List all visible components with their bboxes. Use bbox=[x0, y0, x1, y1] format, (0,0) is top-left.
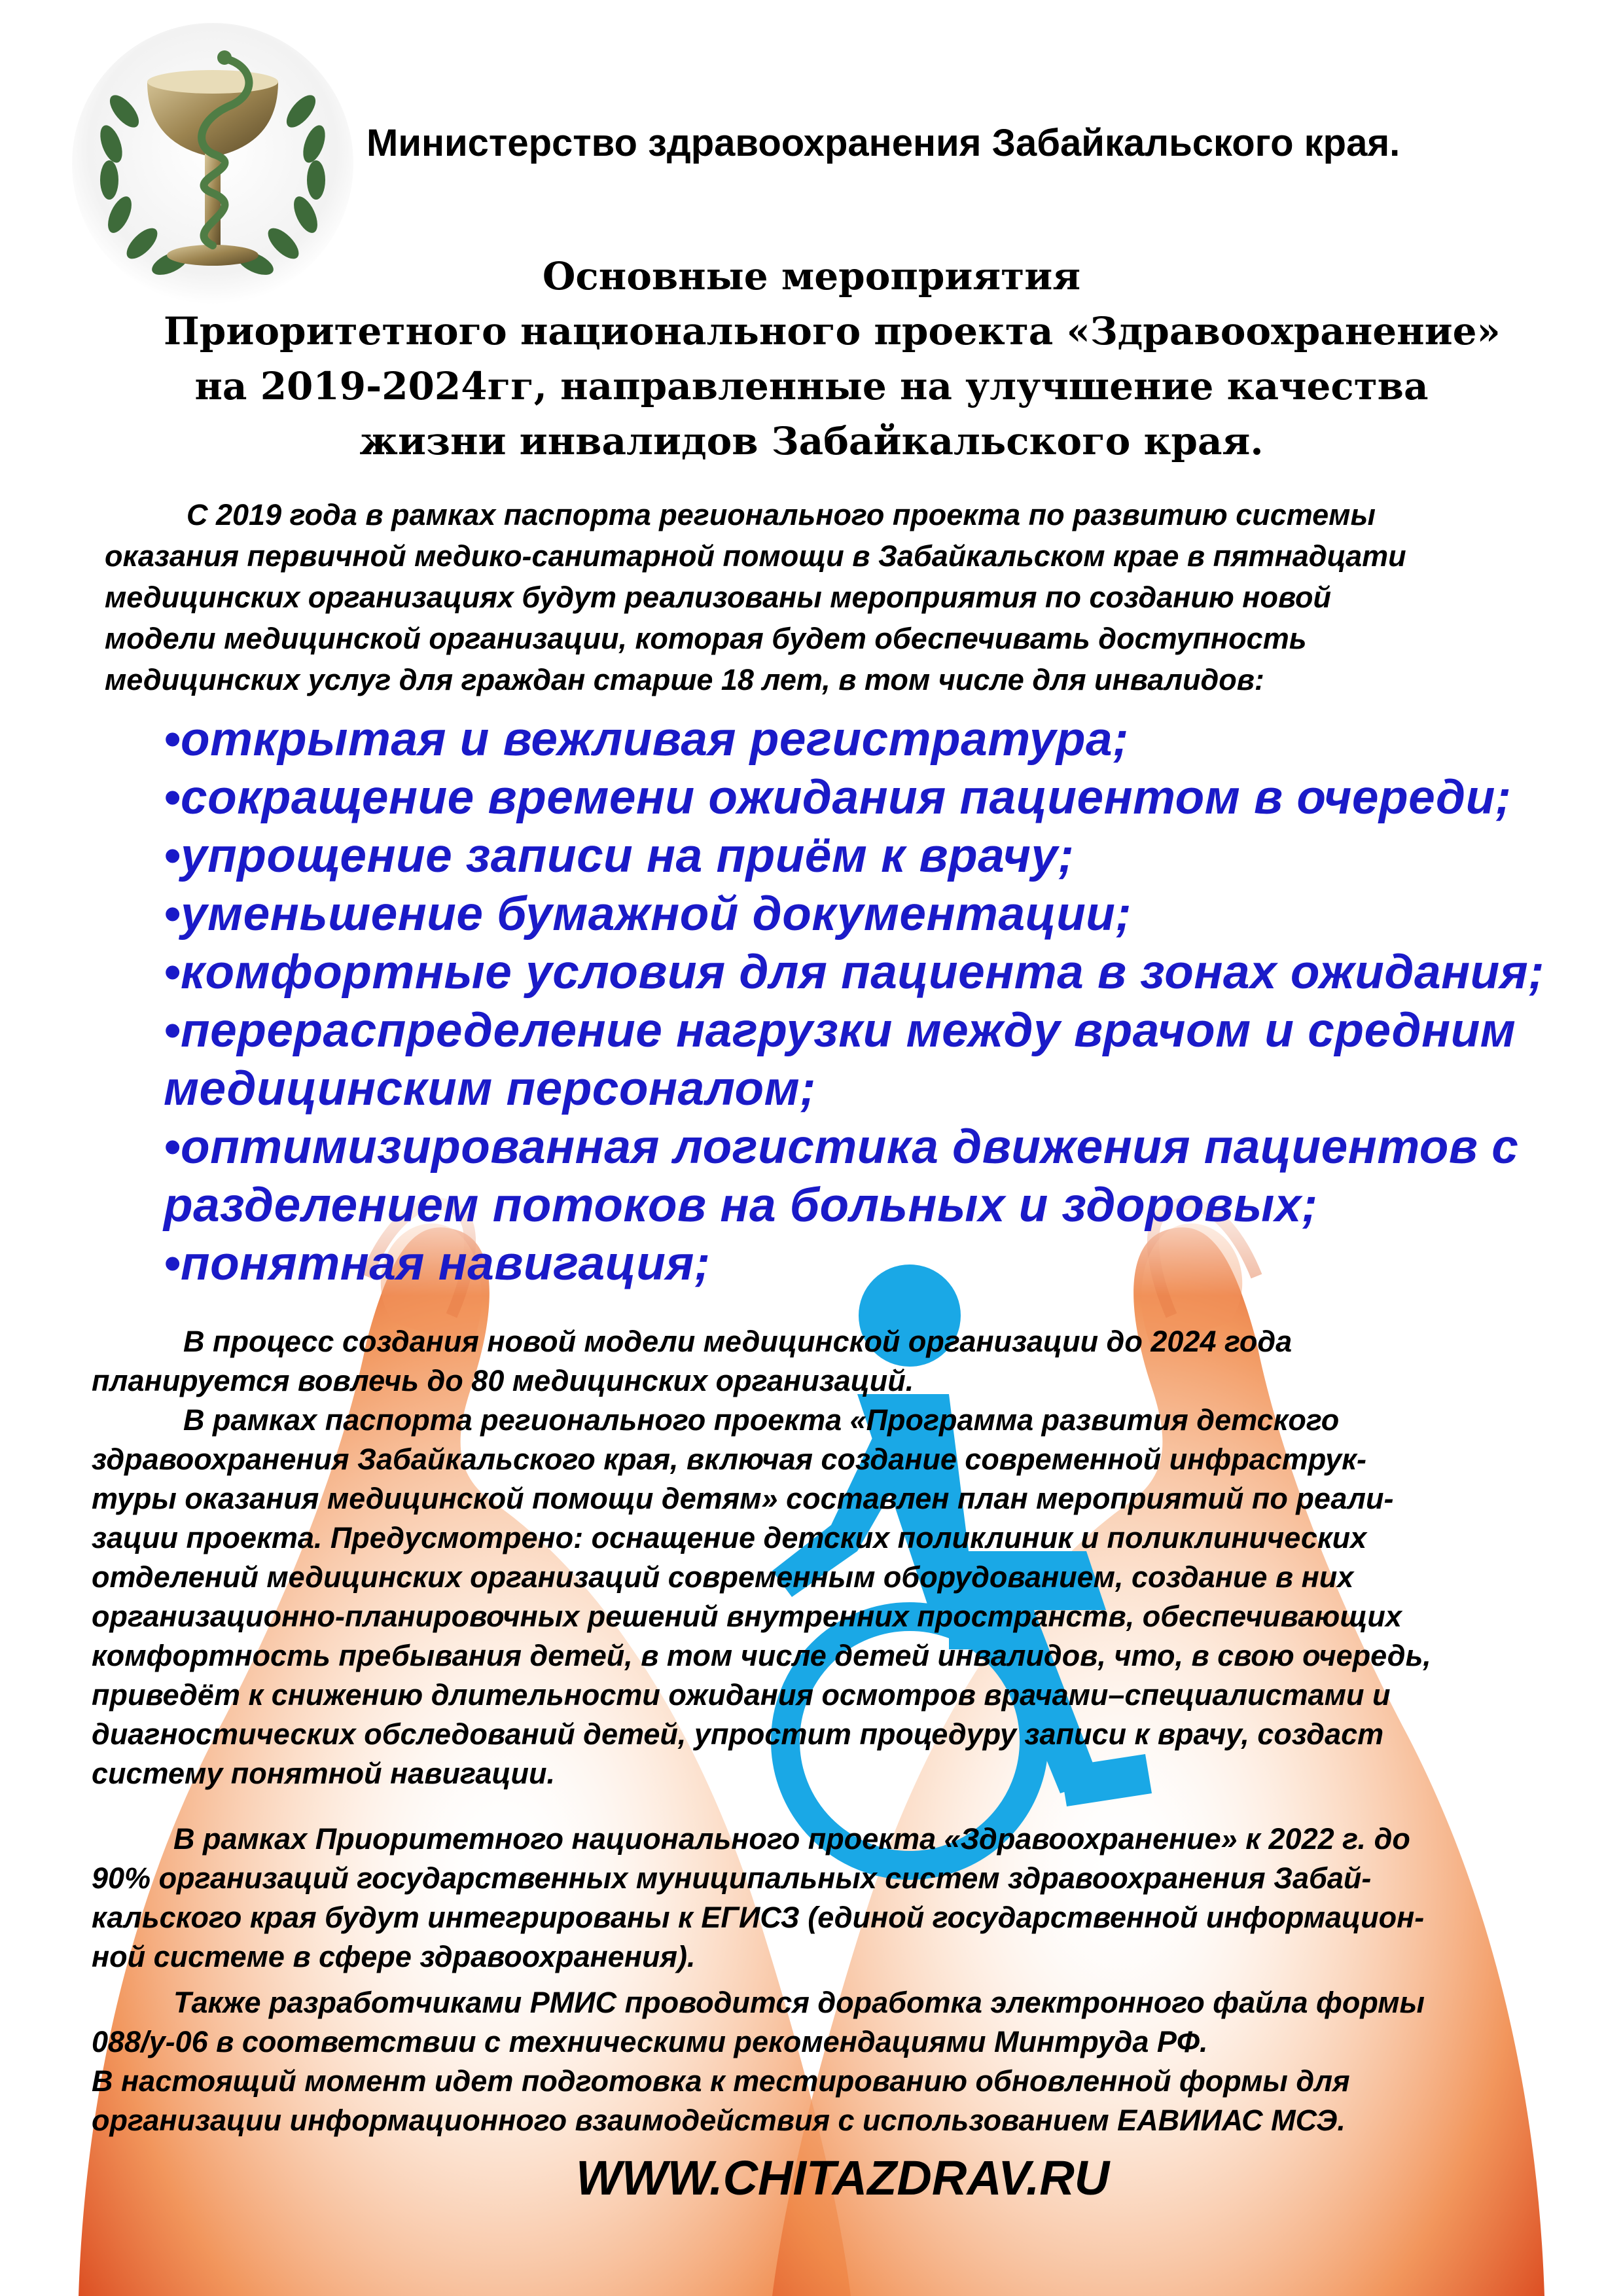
bullet-item: •перераспределение нагрузки между врачом и средним bbox=[164, 1004, 1516, 1057]
bullet-item: •открытая и вежливая регистратура; bbox=[164, 713, 1129, 766]
paragraph-line: приведёт к снижению длительности ожидания осмотров врачами–специалистами и bbox=[92, 1678, 1391, 1712]
bullet-item: •уменьшение бумажной документации; bbox=[164, 888, 1132, 941]
paragraph-line: систему понятной навигации. bbox=[92, 1757, 556, 1790]
paragraph-egisz bbox=[92, 1820, 1558, 1977]
paragraph-line: 90% организаций государственных муниципальных систем здравоохранения Забай- bbox=[92, 1861, 1372, 1895]
paragraph-line: планируется вовлечь до 80 медицинских организаций. bbox=[92, 1364, 914, 1397]
paragraph-line: В рамках паспорта регионального проекта «Программа развития детского bbox=[183, 1403, 1340, 1437]
paragraph-line: организационно-планировочных решений внутренних пространств, обеспечивающих bbox=[92, 1600, 1402, 1633]
paragraph-children-program bbox=[92, 1401, 1558, 1793]
paragraph-line: В процесс создания новой модели медицинской организации до 2024 года bbox=[183, 1325, 1293, 1358]
bullet-item: •упрощение записи на приём к врачу; bbox=[164, 829, 1075, 882]
paragraph-line: отделений медицинских организаций современным оборудованием, создание в них bbox=[92, 1560, 1354, 1594]
paragraph-line: диагностических обследований детей, упростит процедуру записи к врачу, создаст bbox=[92, 1717, 1384, 1751]
bullet-item: •комфортные условия для пациента в зонах ожидания; bbox=[164, 946, 1545, 999]
bullet-item: •сокращение времени ожидания пациентом в очереди; bbox=[164, 771, 1512, 824]
paragraph-new-model bbox=[92, 1322, 1558, 1401]
title-line: Основные мероприятия bbox=[542, 254, 1081, 298]
paragraph-line: комфортность пребывания детей, в том числе детей инвалидов, что, в свою очередь, bbox=[92, 1639, 1431, 1672]
title-line: Приоритетного национального проекта «Здравоохранение» bbox=[164, 309, 1501, 353]
paragraph-line: ной системе в сфере здравоохранения). bbox=[92, 1940, 696, 1973]
intro-paragraph bbox=[105, 494, 1544, 700]
intro-line: С 2019 года в рамках паспорта регионального проекта по развитию системы bbox=[187, 498, 1376, 531]
bullet-item: •понятная навигация; bbox=[164, 1237, 711, 1290]
paragraph-rmis bbox=[92, 1983, 1558, 2140]
intro-line: медицинских услуг для граждан старше 18 лет, в том числе для инвалидов: bbox=[105, 663, 1264, 696]
paragraph-line: Также разработчиками РМИС проводится доработка электронного файла формы bbox=[173, 1986, 1425, 2019]
intro-line: модели медицинской организации, которая будет обеспечивать доступность bbox=[105, 622, 1307, 655]
paragraph-line: кальского края будут интегрированы к ЕГИСЗ (единой государственной информацион- bbox=[92, 1901, 1425, 1934]
paragraph-line: В настоящий момент идет подготовка к тестированию обновленной формы для bbox=[92, 2064, 1350, 2098]
paragraph-line: туры оказания медицинской помощи детям» составлен план мероприятий по реали- bbox=[92, 1482, 1394, 1515]
ministry-name: Министерство здравоохранения Забайкальского края. bbox=[366, 122, 1400, 164]
bullet-list bbox=[164, 710, 1603, 1293]
paragraph-line: организации информационного взаимодействия с использованием ЕАВИИАС МСЭ. bbox=[92, 2104, 1346, 2137]
document-title bbox=[164, 249, 1501, 469]
intro-line: оказания первичной медико-санитарной помощи в Забайкальском крае в пятнадцати bbox=[105, 539, 1406, 573]
paragraph-line: 088/у-06 в соответствии с техническими рекомендациями Минтруда РФ. bbox=[92, 2025, 1208, 2058]
bullet-item-continuation: разделением потоков на больных и здоровых; bbox=[164, 1179, 1318, 1232]
bullet-item: •оптимизированная логистика движения пациентов с bbox=[164, 1121, 1519, 1174]
title-line: на 2019-2024гг, направленные на улучшение качества bbox=[194, 364, 1429, 408]
paragraph-line: В рамках Приоритетного национального проекта «Здравоохранение» к 2022 г. до bbox=[173, 1822, 1410, 1856]
intro-line: медицинских организациях будут реализованы мероприятия по созданию новой bbox=[105, 581, 1332, 614]
paragraph-line: здравоохранения Забайкальского края, включая создание современной инфраструк- bbox=[92, 1443, 1366, 1476]
bullet-item-continuation: медицинским персоналом; bbox=[164, 1062, 816, 1115]
title-line: жизни инвалидов Забайкальского края. bbox=[359, 419, 1264, 463]
paragraph-line: зации проекта. Предусмотрено: оснащение детских поликлиник и поликлинических bbox=[92, 1521, 1367, 1554]
website-url[interactable]: WWW.CHITAZDRAV.RU bbox=[576, 2151, 1110, 2205]
